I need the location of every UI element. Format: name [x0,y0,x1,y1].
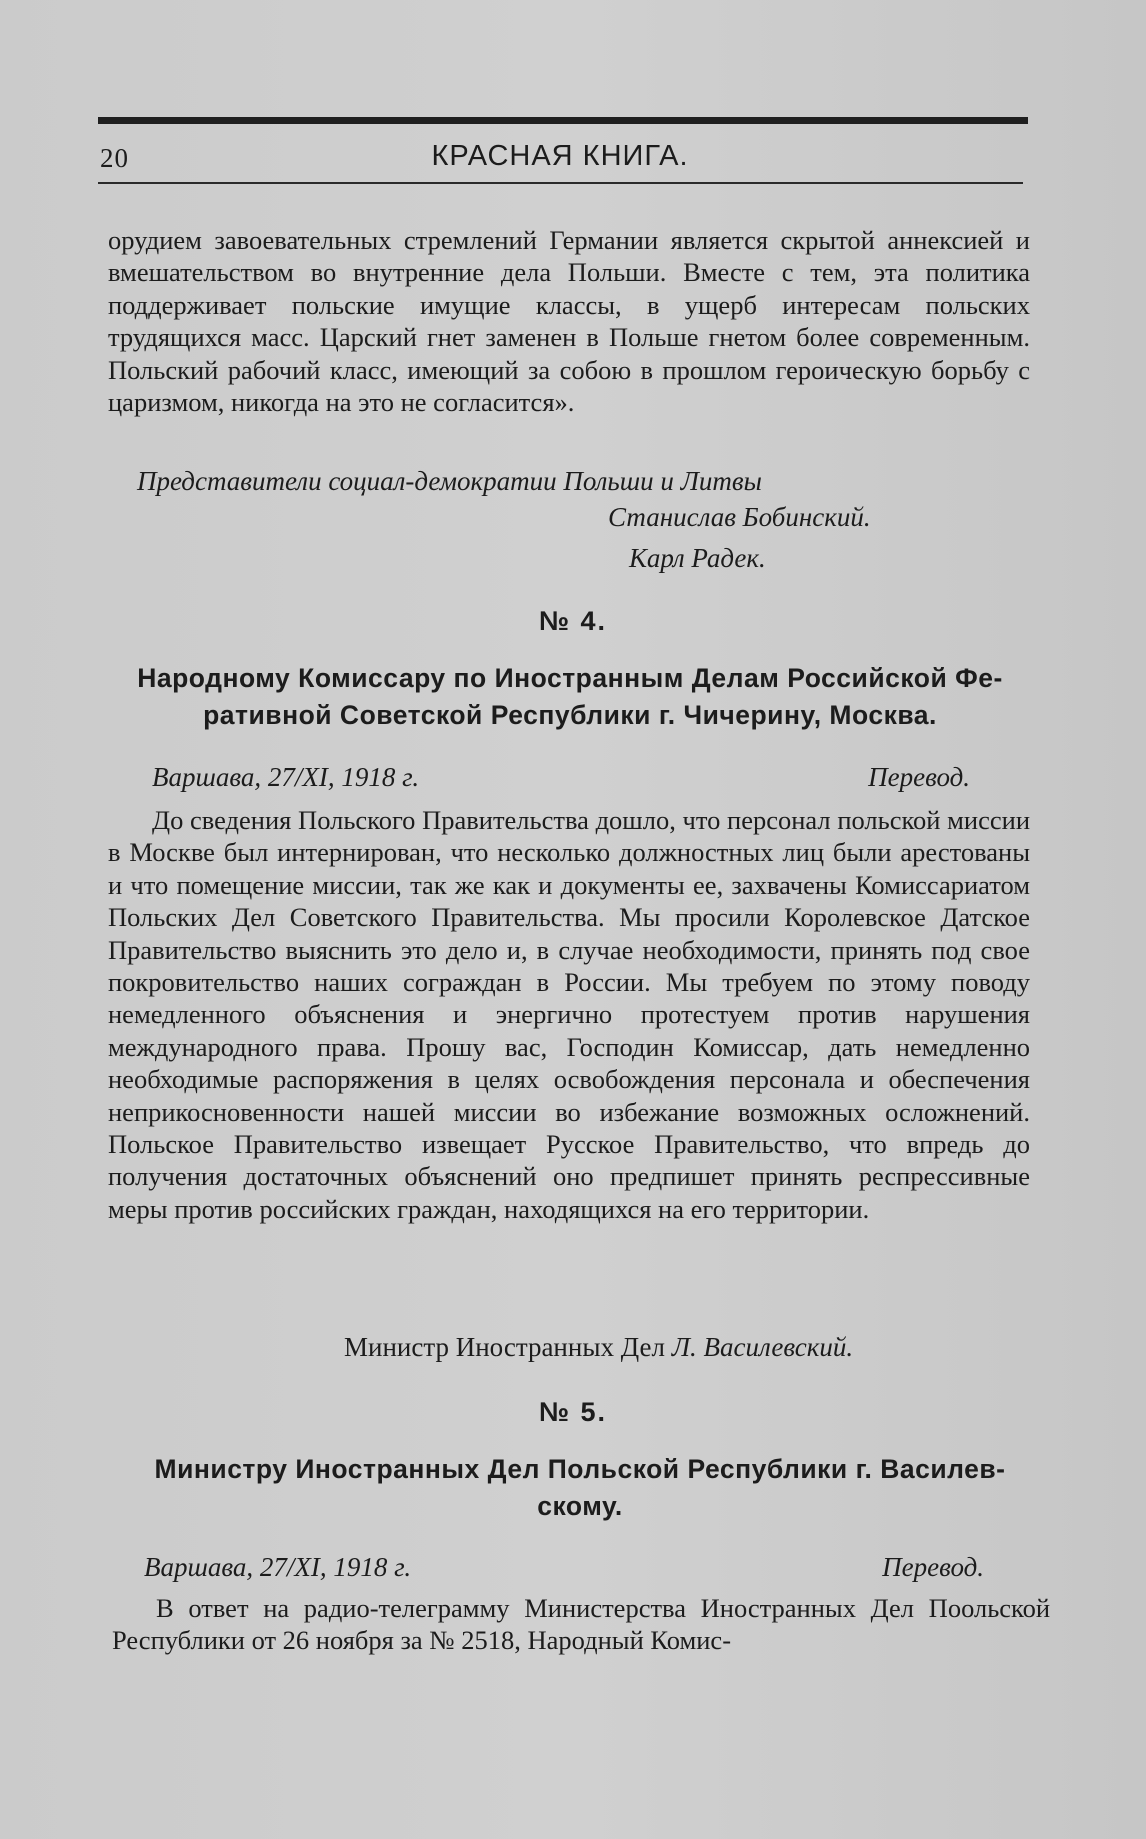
doc4-heading [100,660,1040,734]
doc3-signer-1: Станислав Бобинский. [608,502,871,532]
doc5-number: № 5. [538,1397,608,1427]
doc5-heading-line1: Министру Иностранных Дел Польской Республики г. Василев- [154,1454,1006,1484]
doc5-translation-note: Перевод. [882,1552,984,1582]
header-rule-thick [98,117,1028,124]
doc4-dateline [152,762,970,793]
doc4-paragraph-block [108,804,1030,1225]
doc5-paragraph: В ответ на радио-телеграмму Министерства Иностранных Дел Поольской Республики от 26 ноября за № 2518, Народный Комис- [112,1593,1050,1656]
doc4-heading-line2: ративной Советской Республики г. Чичерину, Москва. [203,700,937,730]
doc3-signer-2: Карл Радек. [629,543,766,573]
doc4-signature [344,1332,853,1363]
doc3-paragraph: орудием завоевательных стремлений Германии является скрытой аннексией и вмешательством во внутренние дела Польши. Вместе с тем, эта политика поддерживает польские имущие классы, в ущерб интересам польских трудящихся масс. Царский гнет заменен в Польше гнетом более современным. Польский рабочий класс, имеющий за собою в прошлом героическую борьбу с царизмом, никогда на это не согласится». [108,225,1030,418]
doc3-signature-title: Представители социал-демократии Польши и Литвы [137,466,762,496]
doc5-heading-line2: скому. [537,1491,623,1521]
header-rule-thin [98,182,1023,184]
doc5-dateline [144,1552,984,1583]
doc4-number: № 4. [538,606,608,636]
doc4-translation-note: Перевод. [868,762,970,792]
doc5-paragraph-block [112,1592,1050,1657]
doc5-place-date: Варшава, 27/XI, 1918 г. [144,1552,412,1582]
doc5-heading [110,1451,1050,1525]
doc4-signature-position: Министр Иностранных Дел [344,1332,665,1362]
doc4-heading-line1: Народному Комиссару по Иностранным Делам Российской Фе- [137,663,1003,693]
doc4-signature-name: Л. Василевский. [671,1332,854,1362]
doc4-paragraph: До сведения Польского Правительства дошло, что персонал польской миссии в Москве был интернирован, что несколько должностных лиц были арестованы и что помещение миссии, так же как и документы ее, захвачены Комиссариатом Польских Дел Советского Правительства. Мы просили Королевское Датское Правительство выяснить это дело и, в случае необходимости, принять под свое покровительство наших сограждан в России. Мы требуем по этому поводу немедленного объяснения и энергично протестуем против нарушения международного права. Прошу вас, Господин Комиссар, дать немедленно необходимые распоряжения в целях освобождения персонала и обеспечения неприкосновенности нашей миссии во избежание возможных осложнений. Польское Правительство извещает Русское Правительство, что впредь до получения достаточных объяснений оно предпишет принять респрессивные меры против российских граждан, находящихся на его территории. [108,805,1030,1224]
doc3-paragraph-block [108,224,1030,418]
running-title: КРАСНАЯ КНИГА. [431,140,689,172]
page-number: 20 [100,143,129,173]
doc4-place-date: Варшава, 27/XI, 1918 г. [152,762,420,792]
